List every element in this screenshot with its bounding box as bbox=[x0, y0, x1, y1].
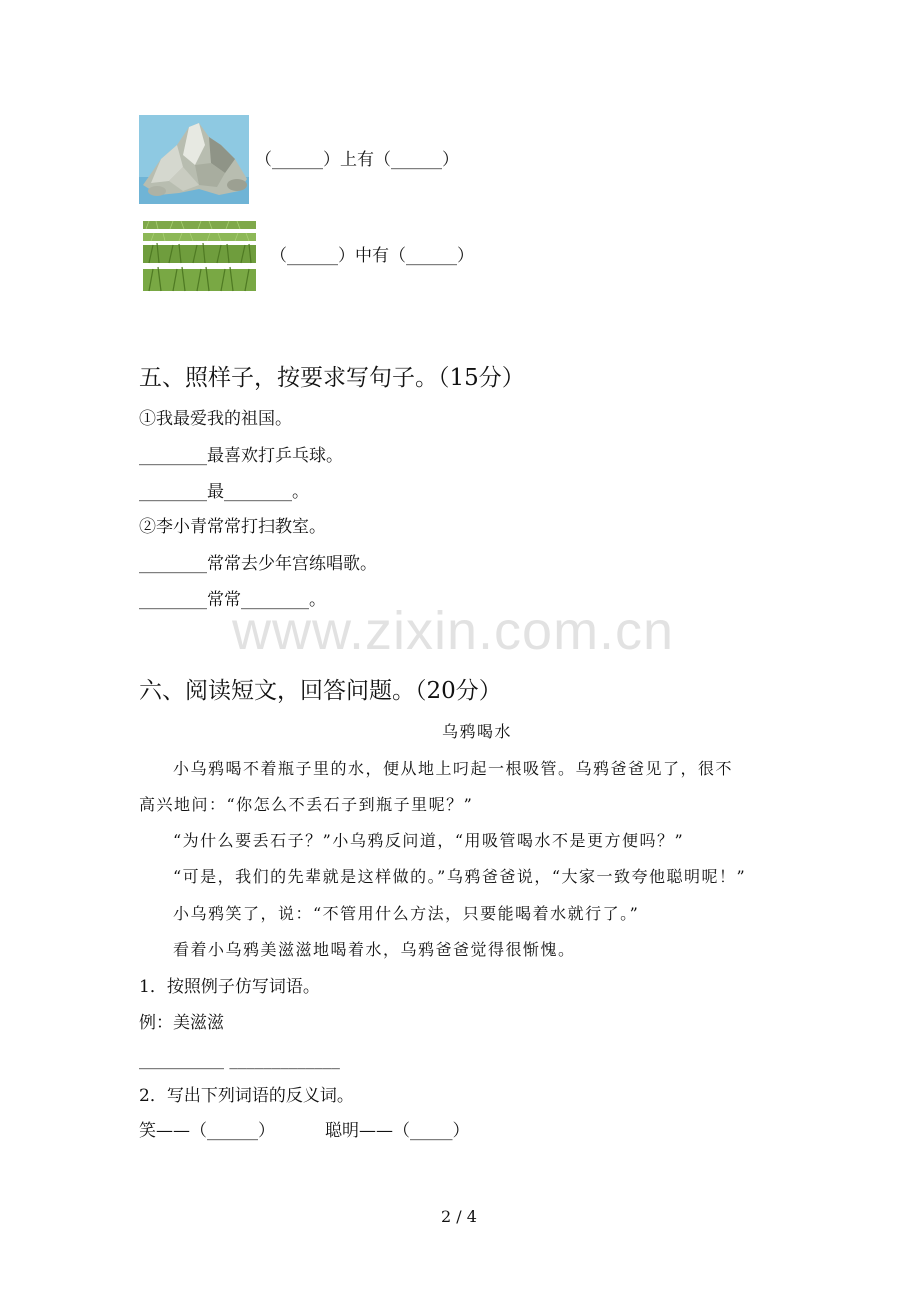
question-2-item-1: 笑——（______） bbox=[139, 1121, 275, 1141]
story-p1-line1: 小乌鸦喝不着瓶子里的水，便从地上叼起一根吸管。乌鸦爸爸见了，很不 bbox=[173, 759, 734, 778]
grass-fill-line: （______）中有（______） bbox=[270, 246, 474, 266]
question-1-blanks: __________ _____________ bbox=[139, 1050, 340, 1070]
story-p2: “为什么要丢石子？”小乌鸦反问道，“用吸管喝水不是更方便吗？” bbox=[173, 831, 685, 850]
question-2: 2．写出下列词语的反义词。 bbox=[139, 1086, 354, 1106]
section6-title: 六、阅读短文，回答问题。（20分） bbox=[139, 678, 502, 704]
section5-line3: ________常常去少年宫练唱歌。 bbox=[139, 554, 377, 574]
story-p1-line2: 高兴地问：“你怎么不丢石子到瓶子里呢？” bbox=[139, 795, 474, 814]
section5-line1: ________最喜欢打乒乓球。 bbox=[139, 446, 343, 466]
question-1-example: 例：美滋滋 bbox=[139, 1013, 224, 1033]
story-title: 乌鸦喝水 bbox=[442, 722, 513, 741]
mountain-fill-line: （______）上有（______） bbox=[255, 150, 459, 170]
section5-line4: ________常常________。 bbox=[139, 590, 326, 610]
grass-image bbox=[143, 217, 256, 293]
watermark: www.zixin.com.cn bbox=[232, 601, 675, 661]
question-2-item-2: 聪明——（_____） bbox=[325, 1121, 470, 1141]
story-p5: 看着小乌鸦美滋滋地喝着水，乌鸦爸爸觉得很惭愧。 bbox=[173, 940, 576, 959]
question-1: 1．按照例子仿写词语。 bbox=[139, 977, 320, 997]
section5-example1: ①我最爱我的祖国。 bbox=[139, 409, 292, 429]
section5-line2: ________最________。 bbox=[139, 482, 309, 502]
mountain-image bbox=[139, 115, 249, 204]
section5-title: 五、照样子，按要求写句子。（15分） bbox=[139, 365, 525, 391]
story-p3: “可是，我们的先辈就是这样做的。”乌鸦爸爸说，“大家一致夸他聪明呢！” bbox=[173, 867, 747, 886]
section5-example2: ②李小青常常打扫教室。 bbox=[139, 517, 326, 537]
story-p4: 小乌鸦笑了，说：“不管用什么方法，只要能喝着水就行了。” bbox=[173, 904, 640, 923]
page-number: 2 / 4 bbox=[441, 1207, 477, 1226]
